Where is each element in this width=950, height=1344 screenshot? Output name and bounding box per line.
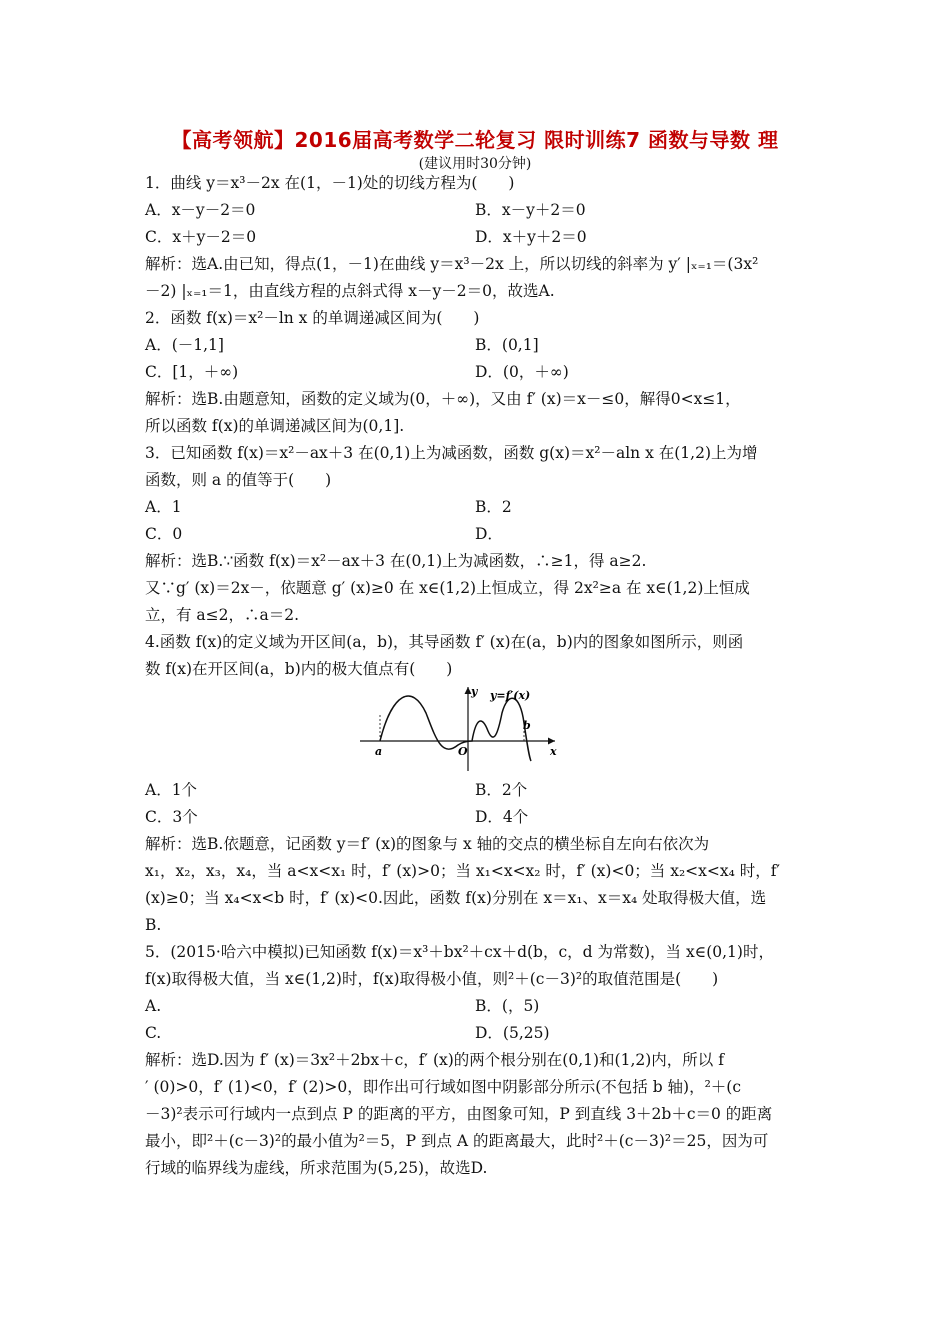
question-4 [145, 629, 815, 939]
option-row [145, 993, 815, 1020]
y-axis-label: y [471, 685, 478, 698]
origin-label: O [458, 745, 468, 758]
option-row [145, 224, 815, 251]
analysis-line: －2) |ₓ₌₁＝1，由直线方程的点斜式得 x－y－2＝0，故选A. [145, 282, 555, 300]
option-c: C．[1，＋∞) [145, 363, 239, 381]
question-stem: 3．已知函数 f(x)＝x²－ax＋3 在(0,1)上为减函数，函数 g(x)＝x²－aln x 在(1,2)上为增 [145, 444, 758, 462]
analysis-line: 解析：选A.由已知，得点(1，－1)在曲线 y＝x³－2x 上，所以切线的斜率为 y′ |ₓ₌₁＝(3x² [145, 255, 759, 273]
analysis-line: －3)²表示可行域内一点到点 P 的距离的平方，由图象可知，P 到直线 3＋2b＋c＝0 的距离 [145, 1105, 773, 1123]
derivative-graph-figure [145, 683, 815, 777]
option-b: B．2 [475, 498, 512, 516]
analysis-line: 又∵g′ (x)＝2x－，依题意 g′ (x)≥0 在 x∈(1,2)上恒成立，得 2x²≥a 在 x∈(1,2)上恒成 [145, 579, 750, 597]
question-stem: 2．函数 f(x)＝x²－ln x 的单调递减区间为( ) [145, 309, 480, 327]
derivative-graph [360, 683, 560, 773]
option-d: D．4个 [475, 808, 529, 826]
option-b: B．(，5) [475, 997, 540, 1015]
option-row [145, 777, 815, 804]
questions-content [145, 170, 815, 1182]
question-1 [145, 170, 815, 305]
analysis-line: 解析：选B.依题意，记函数 y＝f′ (x)的图象与 x 轴的交点的横坐标自左向右依次为 [145, 835, 710, 853]
option-b: B．x－y＋2＝0 [475, 201, 586, 219]
analysis-line: 最小，即²＋(c－3)²的最小值为²＝5，P 到点 A 的距离最大，此时²＋(c－3)²＝25，因为可 [145, 1132, 769, 1150]
option-a: A．(－1,1] [145, 336, 224, 354]
analysis-line: 所以函数 f(x)的单调递减区间为(0,1]. [145, 417, 405, 435]
analysis-line: 解析：选B.∵函数 f(x)＝x²－ax＋3 在(0,1)上为减函数，∴≥1，得 a≥2. [145, 552, 647, 570]
question-2 [145, 305, 815, 440]
a-label: a [375, 745, 383, 758]
option-a: A．x－y－2＝0 [145, 201, 256, 219]
analysis-line: 立，有 a≤2，∴a＝2. [145, 606, 300, 624]
option-a: A．1 [145, 498, 182, 516]
option-c: C．3个 [145, 808, 198, 826]
analysis-line: (x)≥0；当 x₄<x<b 时，f′ (x)<0.因此，函数 f(x)分别在 x＝x₁、x＝x₄ 处取得极大值，选 [145, 889, 767, 907]
option-row [145, 197, 815, 224]
option-a: A. [145, 997, 162, 1015]
analysis-line: 解析：选B.由题意知，函数的定义域为(0，＋∞)，又由 f′ (x)＝x－≤0，解得0<x≤1， [145, 390, 741, 408]
question-stem: f(x)取得极大值，当 x∈(1,2)时，f(x)取得极小值，则²＋(c－3)²的取值范围是( ) [145, 970, 719, 988]
question-3 [145, 440, 815, 629]
analysis-line: x₁，x₂，x₃，x₄，当 a<x<x₁ 时，f′ (x)>0；当 x₁<x<x₂ 时，f′ (x)<0；当 x₂<x<x₄ 时，f′ [145, 862, 781, 880]
analysis-line: 解析：选D.因为 f′ (x)＝3x²＋2bx＋c，f′ (x)的两个根分别在(0,1)和(1,2)内，所以 f [145, 1051, 724, 1069]
question-stem: 1．曲线 y＝x³－2x 在(1，－1)处的切线方程为( ) [145, 174, 515, 192]
page-title: 【高考领航】2016届高考数学二轮复习 限时训练7 函数与导数 理 [171, 128, 779, 152]
question-stem: 数 f(x)在开区间(a，b)内的极大值点有( ) [145, 660, 453, 678]
option-d: D．(0，＋∞) [475, 363, 569, 381]
question-5 [145, 939, 815, 1182]
x-axis-label: x [550, 745, 557, 758]
option-d: D．(5,25) [475, 1024, 550, 1042]
option-b: B．2个 [475, 781, 528, 799]
option-row [145, 1020, 815, 1047]
b-label: b [523, 719, 531, 732]
option-a: A．1个 [145, 781, 198, 799]
question-stem: 5．(2015·哈六中模拟)已知函数 f(x)＝x³＋bx²＋cx＋d(b，c，d 为常数)，当 x∈(0,1)时， [145, 943, 774, 961]
analysis-line: ′ (0)>0，f′ (1)<0，f′ (2)>0，即作出可行域如图中阴影部分所示(不包括 b 轴)，²＋(c [145, 1078, 742, 1096]
question-stem: 函数，则 a 的值等于( ) [145, 471, 332, 489]
derivative-curve [380, 696, 531, 761]
option-b: B．(0,1] [475, 336, 539, 354]
option-row [145, 804, 815, 831]
option-row [145, 359, 815, 386]
option-row [145, 494, 815, 521]
option-d: D．x＋y＋2＝0 [475, 228, 587, 246]
option-row [145, 521, 815, 548]
question-stem: 4.函数 f(x)的定义域为开区间(a，b)，其导函数 f′ (x)在(a，b)内的图象如图所示，则函 [145, 633, 744, 651]
option-c: C．x＋y－2＝0 [145, 228, 257, 246]
option-d: D． [475, 525, 503, 543]
option-c: C. [145, 1024, 162, 1042]
page-subtitle: (建议用时30分钟) [418, 156, 532, 172]
function-label: y=f′(x) [490, 689, 531, 702]
analysis-line: 行域的临界线为虚线，所求范围为(5,25)，故选D. [145, 1159, 488, 1177]
analysis-line: B. [145, 916, 162, 934]
option-c: C．0 [145, 525, 183, 543]
option-row [145, 332, 815, 359]
